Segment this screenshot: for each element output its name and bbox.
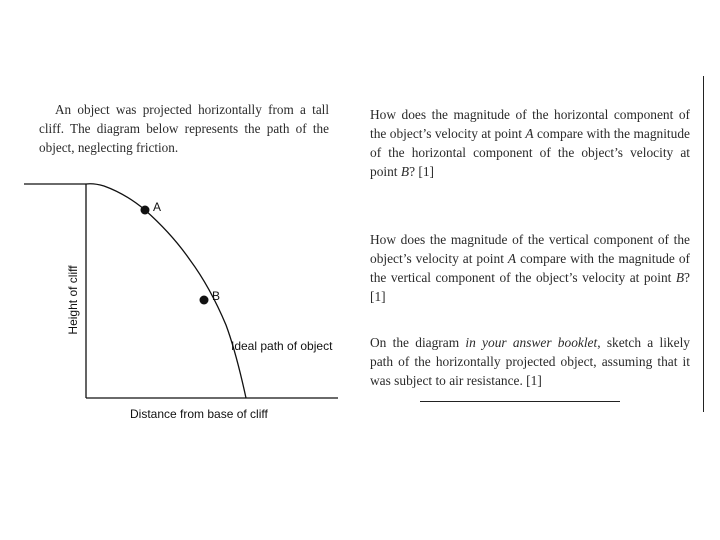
question-2: How does the magnitude of the vertical component of the object’s velocity at point A compare with the magnitude of the vertical component of the object’s velocity at point B? [1] [370,232,690,304]
x-axis-label: Distance from base of cliff [130,407,268,421]
intro-text: An object was projected horizontally from a tall cliff. The diagram below represents the path of the object, neglecting friction. [39,102,329,155]
path-label: Ideal path of object [231,339,333,353]
section-end-rule [420,401,620,402]
point-b-label: B [212,289,221,303]
question-3: On the diagram in your answer booklet, sketch a likely path of the horizontally projected object, assuming that it was subject to air resistance. [1] [370,335,690,388]
ideal-path-curve [86,184,246,398]
point-b-marker [200,296,209,305]
question-1: How does the magnitude of the horizontal component of the object’s velocity at point A compare with the magnitude of the horizontal component of the object’s velocity at point B? [1] [370,107,690,179]
point-a-label: A [153,200,162,214]
y-axis-label: Height of cliff [66,265,80,335]
column-divider [703,76,704,412]
point-a-marker [141,206,150,215]
